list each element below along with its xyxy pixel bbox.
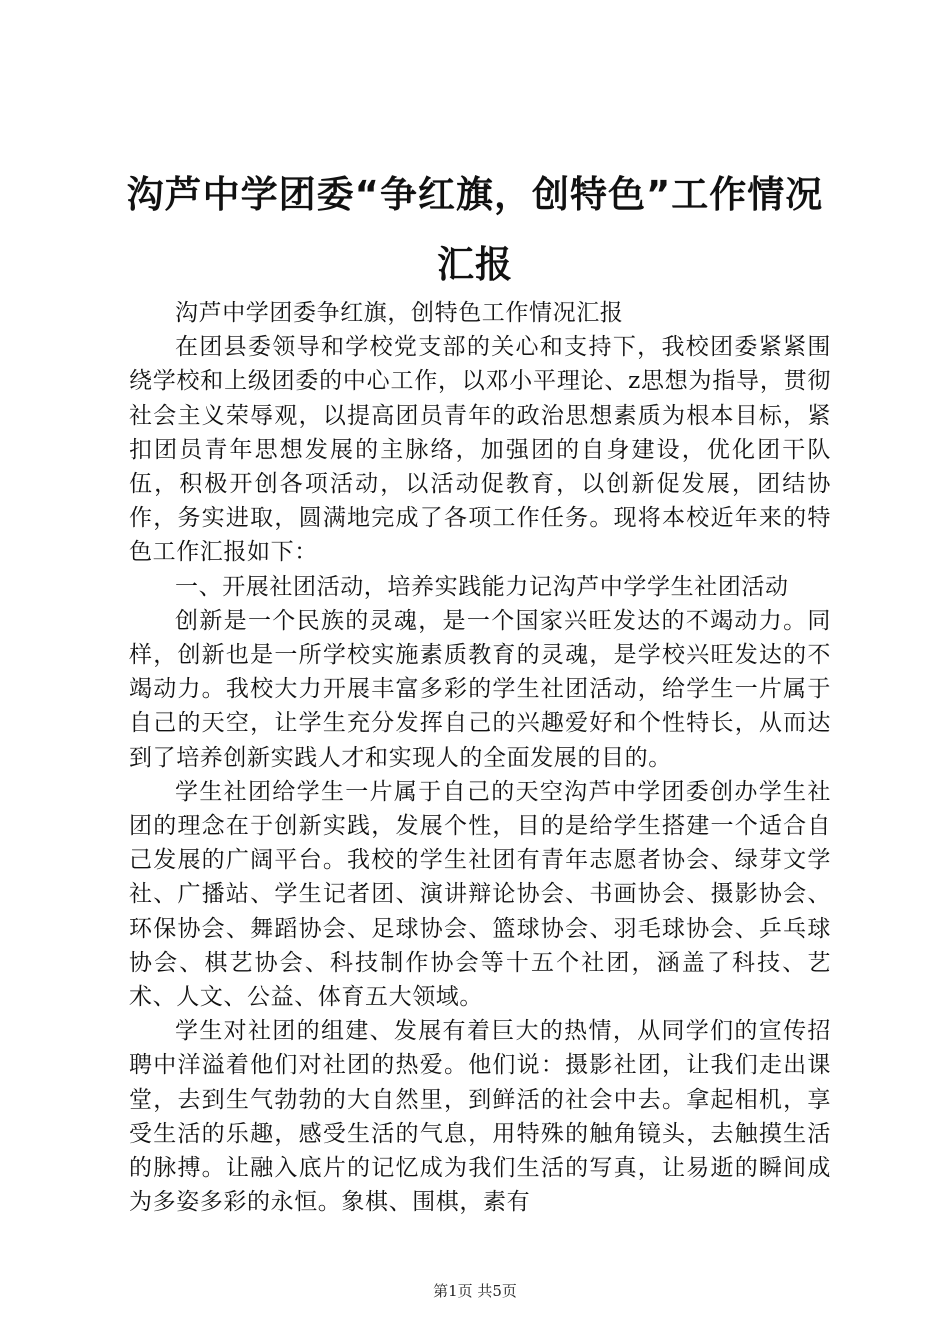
paragraph-intro: 在团县委领导和学校党支部的关心和支持下，我校团委紧紧围绕学校和上级团委的中心工作，以邓小平理论、z思想为指导，贯彻社会主义荣辱观，以提高团员青年的政治思想素质为根本目标，紧扣团员青年思想发展的主脉络，加强团的自身建设，优化团干队伍，积极开创各项活动，以活动促教育，以创新促发展，团结协作，务实进取，圆满地完成了各项工作任务。现将本校近年来的特色工作汇报如下： bbox=[129, 334, 831, 566]
page-footer: 第1页 共5页 bbox=[433, 1282, 517, 1300]
document-body bbox=[129, 296, 831, 1219]
document-title: 沟芦中学团委“争红旗，创特色”工作情况汇报 bbox=[126, 173, 824, 286]
paragraph-innovation: 创新是一个民族的灵魂，是一个国家兴旺发达的不竭动力。同样，创新也是一所学校实施素质教育的灵魂，是学校兴旺发达的不竭动力。我校大力开展丰富多彩的学生社团活动，给学生一片属于自己的天空，让学生充分发挥自己的兴趣爱好和个性特长，从而达到了培养创新实践人才和实现人的全面发展的目的。 bbox=[129, 607, 831, 771]
paragraph-enthusiasm: 学生对社团的组建、发展有着巨大的热情，从同学们的宣传招聘中洋溢着他们对社团的热爱。他们说：摄影社团，让我们走出课堂，去到生气勃勃的大自然里，到鲜活的社会中去。拿起相机，享受生活的乐趣，感受生活的气息，用特殊的触角镜头，去触摸生活的脉搏。让融入底片的记忆成为我们生活的写真，让易逝的瞬间成为多姿多彩的永恒。象棋、围棋，素有 bbox=[129, 1018, 831, 1216]
paragraph-section-heading: 一、开展社团活动，培养实践能力记沟芦中学学生社团活动 bbox=[175, 573, 789, 600]
paragraph-clubs: 学生社团给学生一片属于自己的天空沟芦中学团委创办学生社团的理念在于创新实践，发展个性，目的是给学生搭建一个适合自己发展的广阔平台。我校的学生社团有青年志愿者协会、绿芽文学社、广播站、学生记者团、演讲辩论协会、书画协会、摄影协会、环保协会、舞蹈协会、足球协会、篮球协会、羽毛球协会、乒乓球协会、棋艺协会、科技制作协会等十五个社团，涵盖了科技、艺术、人文、公益、体育五大领域。 bbox=[129, 778, 831, 1011]
paragraph-subtitle: 沟芦中学团委争红旗，创特色工作情况汇报 bbox=[175, 300, 624, 326]
